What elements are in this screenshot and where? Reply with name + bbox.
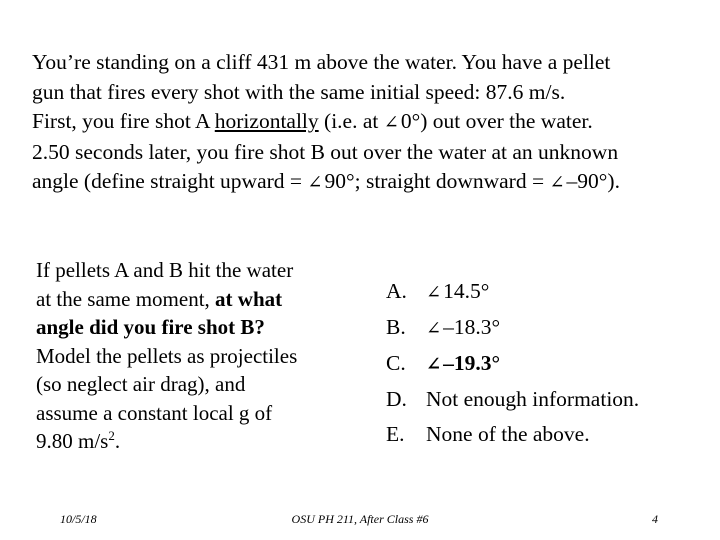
choice-e xyxy=(386,417,706,452)
choice-text: Not enough information. xyxy=(426,387,640,411)
angle-icon: ∠ xyxy=(383,112,399,132)
intro-line-3-mid: (i.e. at xyxy=(318,109,384,133)
footer-page-number: 4 xyxy=(652,512,658,526)
footer-date: 10/5/18 xyxy=(60,512,97,526)
choice-value: –19.3° xyxy=(443,351,501,375)
choice-text xyxy=(426,346,500,382)
intro-line-2: gun that fires every shot with the same initial speed: 87.6 m/s. xyxy=(32,79,566,104)
choice-letter: B. xyxy=(386,315,406,339)
choice-text xyxy=(426,274,489,310)
intro-line-3-start: First, you fire shot A xyxy=(32,109,215,133)
intro-line-5-start: angle (define straight upward = xyxy=(32,169,308,193)
choice-value: 14.5° xyxy=(443,279,490,303)
intro-angle-zero: 0° xyxy=(400,109,421,133)
choice-text xyxy=(426,310,500,346)
angle-icon: ∠ xyxy=(307,172,323,192)
choice-b xyxy=(386,310,706,346)
choice-a xyxy=(386,274,706,310)
intro-line-3-end: ) out over the water. xyxy=(420,109,593,133)
question-line-6: assume a constant local g of xyxy=(36,400,273,425)
choice-letter: C. xyxy=(386,351,406,375)
choice-letter: D. xyxy=(386,387,407,411)
question-line-7-end: . xyxy=(114,429,121,453)
question-line-4: Model the pellets as projectiles xyxy=(36,343,298,368)
question-line-2-bold: at what xyxy=(215,286,283,311)
angle-icon: ∠ xyxy=(426,282,442,302)
choice-value: –18.3° xyxy=(443,315,501,339)
angle-icon: ∠ xyxy=(426,318,442,338)
question-line-1: If pellets A and B hit the water xyxy=(36,258,294,282)
intro-line-5-end: ). xyxy=(607,169,620,193)
intro-line-3 xyxy=(32,107,702,138)
footer-course-title: OSU PH 211, After Class #6 xyxy=(291,512,429,526)
intro-angle-down: –90° xyxy=(566,169,608,193)
intro-line-1: You’re standing on a cliff 431 m above the water. You have a pellet xyxy=(32,50,611,74)
intro-line-5-mid: ; straight downward = xyxy=(354,169,550,193)
question-g-exponent: 2 xyxy=(108,428,115,443)
choice-letter: E. xyxy=(386,422,405,446)
question-line-7 xyxy=(36,427,356,456)
choice-text: None of the above. xyxy=(426,422,590,446)
angle-icon: ∠ xyxy=(426,354,442,374)
question-g-value: 9.80 m/s xyxy=(36,429,109,453)
question-line-2-start: at the same moment, xyxy=(36,286,216,311)
question-line-5: (so neglect air drag), and xyxy=(36,372,246,396)
horizontally-underlined: horizontally xyxy=(214,109,319,133)
intro-line-4: 2.50 seconds later, you fire shot B out over the water at an unknown xyxy=(32,139,619,164)
question-line-2 xyxy=(36,285,356,314)
question-line-3: angle did you fire shot B? xyxy=(36,315,265,339)
choice-letter: A. xyxy=(386,279,407,303)
choice-d xyxy=(386,382,706,417)
question-text xyxy=(36,256,356,456)
answer-choices xyxy=(386,274,706,452)
intro-angle-up: 90° xyxy=(324,169,355,193)
choice-c xyxy=(386,346,706,382)
angle-icon: ∠ xyxy=(549,172,565,192)
problem-statement xyxy=(32,48,702,198)
intro-line-5 xyxy=(32,167,702,198)
